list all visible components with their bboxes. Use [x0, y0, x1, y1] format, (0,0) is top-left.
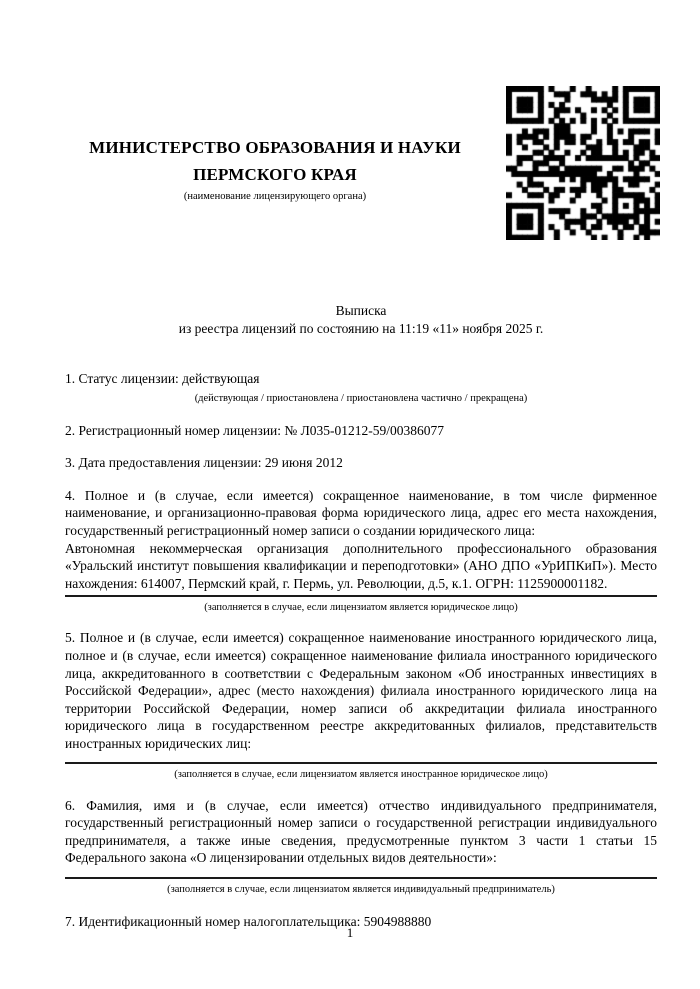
- field-3-license-date: 3. Дата предоставления лицензии: 29 июня 2012: [65, 455, 343, 471]
- title-line2: из реестра лицензий по состоянию на 11:19 «11» ноября 2025 г.: [178, 320, 544, 336]
- document-title: [65, 302, 657, 337]
- page-number: 1: [346, 925, 354, 940]
- field-4-legal-entity-label: 4. Полное и (в случае, если имеется) сокращенное наименование, в том числе фирменное наименование, и организационно-правовая форма юридического лица, адрес его места нахождения, государственный регистрационный номер записи о создании юридического лица:: [65, 487, 657, 538]
- field-7-taxpayer-number: 7. Идентификационный номер налогоплательщика: 5904988880: [65, 913, 432, 929]
- field-1-caption: (действующая / приостановлена / приостановлена частично / прекращена): [194, 392, 528, 404]
- field-5-foreign-entity-label: 5. Полное и (в случае, если имеется) сокращенное наименование иностранного юридического лица, полное и (в случае, если имеется) сокращенное наименование филиала иностранного юридического лица, аккредитованного в соответствии с Федеральным законом «Об иностранных инвестициях в Российской Федерации», адрес (место нахождения) филиала иностранного юридического лица на территории Российской Федерации, номер записи об аккредитации филиала иностранного юридического лица в государственном реестре аккредитованных филиалов, представительств иностранных юридических лиц:: [65, 630, 657, 751]
- field-6-entrepreneur-label: 6. Фамилия, имя и (в случае, если имеется) отчество индивидуального предпринимателя, государственный регистрационный номер записи о государственной регистрации индивидуального предпринимателя, а также иные сведения, предусмотренные пунктом 3 части 1 статьи 15 Федерального закона «О лицензировании отдельных видов деятельности»:: [65, 797, 657, 866]
- field-1-license-status: 1. Статус лицензии: действующая: [65, 371, 260, 386]
- field-4-caption: (заполняется в случае, если лицензиатом является юридическое лицо): [204, 602, 518, 614]
- ministry-name-line1: МИНИСТЕРСТВО ОБРАЗОВАНИЯ И НАУКИ: [89, 138, 461, 157]
- authority-caption: (наименование лицензирующего органа): [183, 191, 367, 202]
- document-content: [65, 0, 657, 930]
- field-2-registration-number: 2. Регистрационный номер лицензии: № Л035-01212-59/00386077: [65, 422, 445, 438]
- field-5-fill-line: [65, 762, 657, 764]
- ministry-name-line2: ПЕРМСКОГО КРАЯ: [193, 165, 357, 184]
- field-6-caption: (заполняется в случае, если лицензиатом является индивидуальный предприниматель): [167, 883, 555, 895]
- field-4-fill-line: [65, 595, 657, 597]
- field-5-caption: (заполняется в случае, если лицензиатом является иностранное юридическое лицо): [174, 768, 548, 780]
- field-6-fill-line: [65, 877, 657, 879]
- licensing-authority-header: [65, 134, 485, 204]
- field-4-legal-entity-value: Автономная некоммерческая организация дополнительного профессионального образования «Уральский институт повышения квалификации и переподготовки» (АНО ДПО «УрИПКиП»). Место нахождения: 614007, Пермский край, г. Пермь, ул. Революции, д.5, к.1. ОГРН: 1125900001182.: [65, 540, 657, 591]
- title-line1: Выписка: [335, 303, 387, 318]
